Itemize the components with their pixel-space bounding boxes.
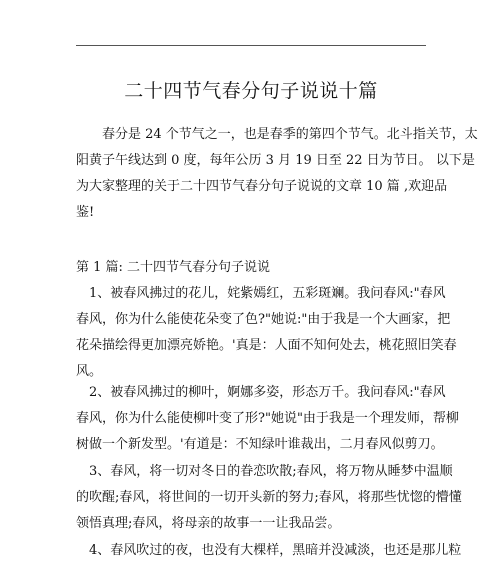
intro-line: 春分是 24 个节气之一，也是春季的第四个节气。北斗指关节，太	[76, 127, 478, 142]
paragraph-line: 风。	[76, 364, 103, 379]
paragraph-line: 2、被春风拂过的柳叶，婀娜多姿，形态万千。我问春风:"春风	[76, 385, 446, 400]
section-heading-text: 第 1 篇: 二十四节气春分句子说说	[76, 260, 271, 275]
section-heading	[76, 255, 428, 281]
paragraph-line: 3、春风，将一切对冬日的眷恋吹散;春风，将万物从睡梦中温顺	[76, 464, 453, 479]
intro-line: 阳黄子午线达到 0 度，每年公历 3 月 19 日至 22 日为节日。 以下是	[76, 153, 475, 168]
paragraph-line: 的吹醒;春风，将世间的一切开头新的努力;春风，将那些忧惚的懵懂	[76, 490, 462, 505]
paragraph-line: 4、春风吹过的夜，也没有大棵样，黑暗并没减淡，也还是那儿粒	[76, 543, 462, 558]
paragraph-4	[76, 538, 462, 564]
paragraph-line: 领悟真理;春风，将母亲的故事一一让我品尝。	[76, 516, 341, 531]
paragraph-line: 春风，你为什么能使花朵变了色?"她说:"由于我是一个大画家，把	[76, 312, 451, 327]
intro-line: 为大家整理的关于二十四节气春分句子说说的文章 10 篇 ,欢迎品	[76, 179, 448, 194]
paragraph-2	[76, 380, 459, 458]
paragraph-line: 树做一个新发型。'有道是：不知绿叶谁裁出，二月春风似剪刀。	[76, 437, 444, 452]
document-title: 二十四节气春分句子说说十篇	[124, 80, 378, 102]
header-rule	[76, 45, 426, 46]
paragraph-1	[76, 281, 457, 385]
intro-paragraph	[76, 122, 478, 226]
intro-line: 鉴!	[76, 205, 95, 220]
paragraph-line: 花朵描绘得更加漂亮娇艳。'真是：人面不知何处去，桃花照旧笑春	[76, 338, 457, 353]
paragraph-line: 春风，你为什么能使柳叶变了形?"她说"由于我是一个理发师，帮柳	[76, 411, 459, 426]
paragraph-line: 1、被春风拂过的花儿，姹紫嫣红，五彩斑斓。我问春风:"春风	[76, 286, 446, 301]
paragraph-3	[76, 459, 462, 537]
